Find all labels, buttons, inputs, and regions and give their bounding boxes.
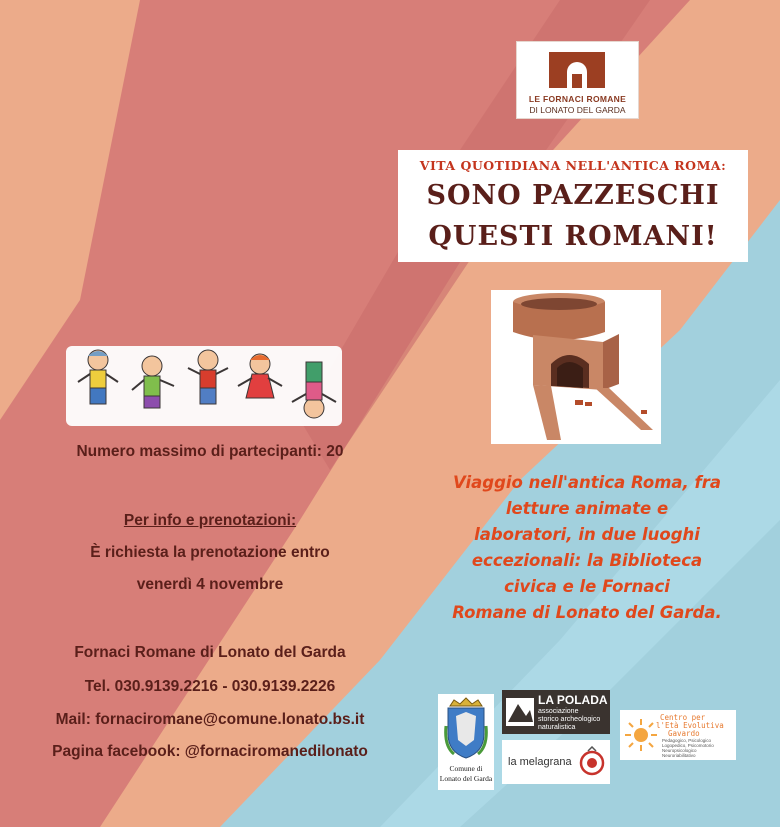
polada-sub-2: storico archeologico bbox=[538, 716, 601, 723]
promo-text bbox=[402, 470, 772, 626]
coat-of-arms-icon bbox=[444, 696, 488, 760]
kiln-drawing bbox=[491, 290, 661, 444]
comune-logo bbox=[438, 694, 494, 790]
pomegranate-icon bbox=[578, 746, 606, 778]
email-address: Mail: fornaciromane@comune.lonato.bs.it bbox=[55, 711, 365, 728]
kid-2 bbox=[132, 356, 174, 408]
logo-subtitle: DI LONATO DEL GARDA bbox=[529, 105, 626, 115]
phone-numbers: Tel. 030.9139.2216 - 030.9139.2226 bbox=[84, 678, 336, 695]
title-line-1: SONO PAZZESCHI bbox=[426, 180, 720, 211]
comune-label-2: Lonato del Garda bbox=[439, 774, 493, 783]
polada-sub-3: naturalistica bbox=[538, 724, 576, 731]
info-heading: Per info e prenotazioni: bbox=[123, 512, 297, 529]
melagrana-name: la melagrana bbox=[508, 756, 572, 768]
polada-sub-1: associazione bbox=[538, 708, 579, 715]
polada-mountain-icon bbox=[506, 698, 534, 726]
arch-logo-icon bbox=[547, 50, 607, 90]
booking-date: venerdì 4 novembre bbox=[136, 576, 284, 593]
kids-drawing bbox=[66, 346, 342, 426]
promo-line: eccezionali: la Biblioteca bbox=[471, 551, 703, 570]
melagrana-logo bbox=[502, 740, 610, 784]
polada-name: LA POLADA bbox=[538, 693, 608, 707]
kids-illustration bbox=[66, 346, 342, 426]
fornaci-logo bbox=[516, 41, 639, 119]
promo-line: civica e le Fornaci bbox=[504, 577, 670, 596]
comune-label-1: Comune di bbox=[449, 764, 483, 773]
centro-small-2: Logopedico, Psicomotorio bbox=[662, 743, 714, 748]
kid-3 bbox=[188, 350, 228, 404]
title-box bbox=[398, 150, 748, 262]
promo-line: laboratori, in due luoghi bbox=[474, 525, 700, 544]
sun-icon bbox=[624, 718, 658, 752]
title-kicker: VITA QUOTIDIANA NELL'ANTICA ROMA: bbox=[419, 158, 727, 173]
title-line-2: QUESTI ROMANI! bbox=[428, 221, 718, 252]
centro-line-2: l'Età Evolutiva bbox=[656, 721, 724, 730]
kid-5 bbox=[292, 362, 336, 418]
promo-line: letture animate e bbox=[505, 499, 669, 518]
centro-small-1: Pedagogico, Psicologico bbox=[662, 738, 712, 743]
facebook-page: Pagina facebook: @fornaciromanedilonato bbox=[52, 743, 368, 760]
max-participants: Numero massimo di partecipanti: 20 bbox=[76, 443, 344, 460]
promo-line: Romane di Lonato del Garda. bbox=[452, 603, 722, 622]
centro-line-3: Gavardo bbox=[668, 729, 700, 738]
centro-eta-evolutiva-logo bbox=[620, 710, 736, 760]
la-polada-logo bbox=[502, 690, 610, 734]
centro-small-4: Neuroriabilitativo bbox=[662, 753, 696, 758]
kid-1 bbox=[78, 350, 118, 404]
kiln-illustration bbox=[491, 290, 661, 444]
kid-4 bbox=[238, 354, 282, 398]
centro-small-3: Neuropsicologico bbox=[662, 748, 697, 753]
booking-note: È richiesta la prenotazione entro bbox=[90, 544, 330, 561]
promo-line: Viaggio nell'antica Roma, fra bbox=[452, 473, 722, 492]
venue-name: Fornaci Romane di Lonato del Garda bbox=[74, 644, 346, 661]
logo-title: LE FORNACI ROMANE bbox=[528, 94, 627, 104]
centro-line-1: Centro per bbox=[660, 713, 706, 722]
